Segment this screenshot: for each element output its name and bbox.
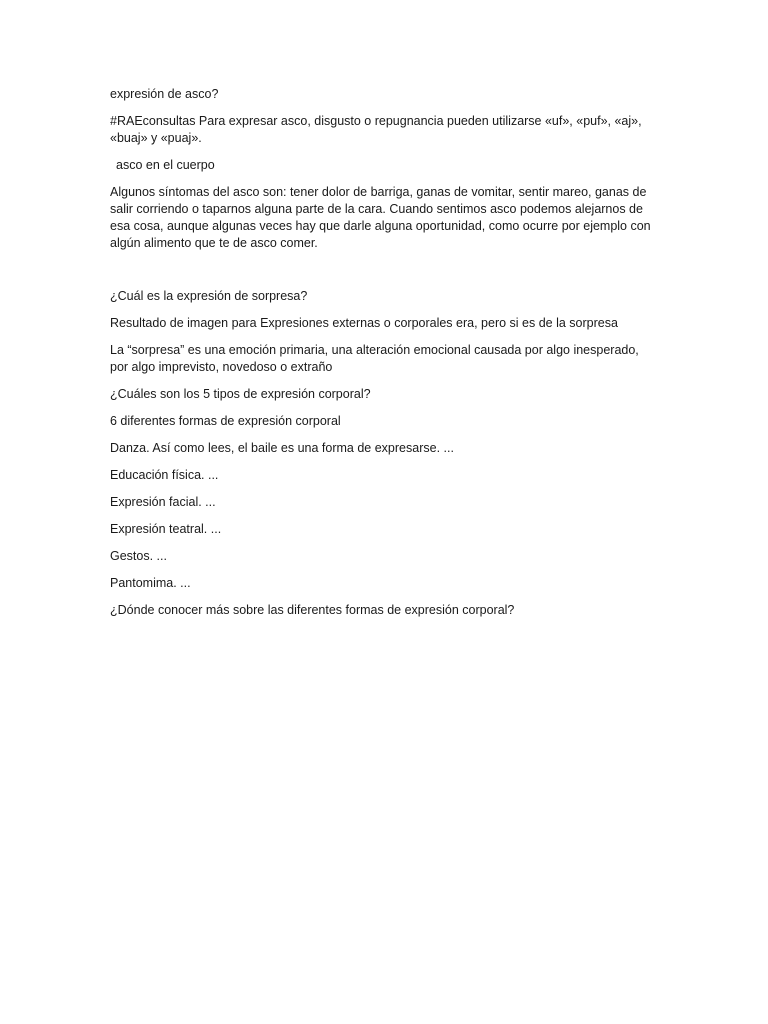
heading-sorpresa-question: ¿Cuál es la expresión de sorpresa?: [110, 289, 308, 303]
paragraph-sorpresa-definicion: La “sorpresa” es una emoción primaria, una alteración emocional causada por algo inesperado, por algo imprevisto, novedoso o extraño: [110, 343, 643, 374]
heading-donde-conocer: ¿Dónde conocer más sobre las diferentes formas de expresión corporal?: [110, 603, 515, 617]
heading-asco-question: expresión de asco?: [110, 87, 219, 101]
paragraph-raeconsultas: #RAEconsultas Para expresar asco, disgusto o repugnancia pueden utilizarse «uf», «puf», «aj», «buaj» y «puaj».: [110, 114, 646, 145]
list-item-educacion-fisica: Educación física. ...: [110, 468, 219, 482]
paragraph-resultado-imagen: Resultado de imagen para Expresiones externas o corporales era, pero si es de la sorpresa: [110, 316, 618, 330]
paragraph-spacer: [110, 262, 658, 288]
list-item-pantomima: Pantomima. ...: [110, 576, 191, 590]
paragraph-sintomas-asco: Algunos síntomas del asco son: tener dolor de barriga, ganas de vomitar, sentir mareo, ganas de salir corriendo o taparnos alguna parte de la cara. Cuando sentimos asco podemos alejarnos de esa cosa, aunque algunas veces hay que darle alguna oportunidad, como ocurre por ejemplo con algún alimento que te de asco comer.: [110, 185, 655, 250]
subheading-asco-cuerpo: asco en el cuerpo: [116, 158, 215, 172]
list-title-formas: 6 diferentes formas de expresión corporal: [110, 414, 341, 428]
heading-tipos-expresion: ¿Cuáles son los 5 tipos de expresión corporal?: [110, 387, 371, 401]
list-item-danza: Danza. Así como lees, el baile es una forma de expresarse. ...: [110, 441, 454, 455]
document-body: [110, 86, 658, 629]
list-item-gestos: Gestos. ...: [110, 549, 167, 563]
list-item-expresion-teatral: Expresión teatral. ...: [110, 522, 222, 536]
list-item-expresion-facial: Expresión facial. ...: [110, 495, 216, 509]
